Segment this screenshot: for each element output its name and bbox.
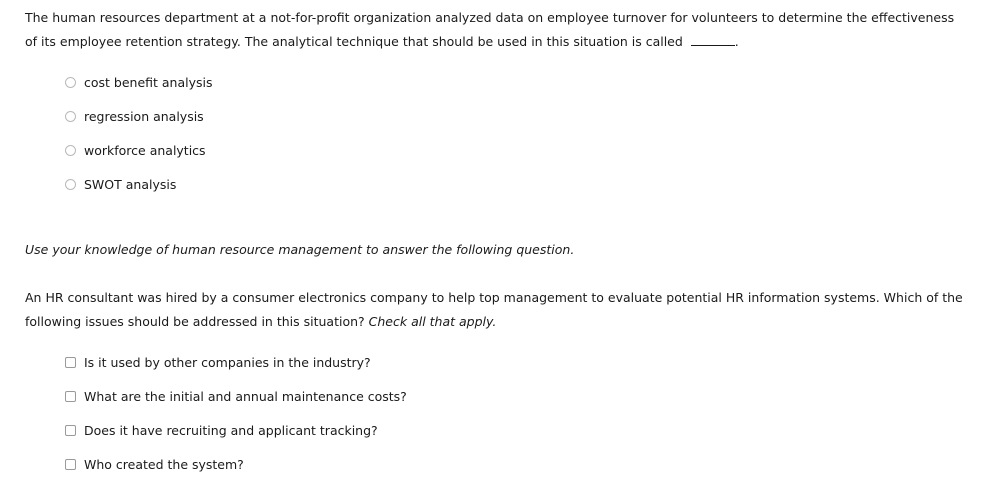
radio-option-cost-benefit[interactable] [65, 74, 213, 108]
radio-option-swot[interactable] [65, 176, 213, 210]
option-label[interactable]: regression analysis [84, 109, 204, 124]
radio-button[interactable] [65, 111, 76, 122]
option-label[interactable]: Is it used by other companies in the industry? [84, 355, 371, 370]
radio-button[interactable] [65, 179, 76, 190]
answer-blank [691, 34, 735, 46]
checkbox-option-creator[interactable] [65, 456, 407, 490]
question-1-options [65, 74, 213, 210]
radio-button[interactable] [65, 77, 76, 88]
question-1-text: The human resources department at a not-for-profit organization analyzed data on employee turnover for volunteers to determine the effectiveness of its employee retention strategy. The analytical technique that should be used in this situation is called [25, 10, 955, 49]
checkbox-option-recruiting[interactable] [65, 422, 407, 456]
question-1-stem [25, 6, 970, 54]
option-label[interactable]: What are the initial and annual maintenance costs? [84, 389, 407, 404]
radio-button[interactable] [65, 145, 76, 156]
checkbox[interactable] [65, 459, 76, 470]
instruction-text: Use your knowledge of human resource management to answer the following question. [25, 242, 575, 257]
question-2-hint: Check all that apply. [368, 314, 497, 329]
radio-option-workforce-analytics[interactable] [65, 142, 213, 176]
checkbox-option-used-by-others[interactable] [65, 354, 407, 388]
option-label[interactable]: SWOT analysis [84, 177, 177, 192]
question-1-stem-end: . [734, 34, 739, 49]
checkbox[interactable] [65, 425, 76, 436]
checkbox[interactable] [65, 357, 76, 368]
checkbox-option-costs[interactable] [65, 388, 407, 422]
question-2-options [65, 354, 407, 490]
checkbox[interactable] [65, 391, 76, 402]
radio-option-regression[interactable] [65, 108, 213, 142]
option-label[interactable]: Who created the system? [84, 457, 244, 472]
question-2-text: An HR consultant was hired by a consumer electronics company to help top management to evaluate potential HR information systems. Which of the following issues should be addressed in this situation? [25, 290, 963, 329]
question-2-stem [25, 286, 970, 334]
option-label[interactable]: Does it have recruiting and applicant tracking? [84, 423, 378, 438]
option-label[interactable]: workforce analytics [84, 143, 206, 158]
option-label[interactable]: cost benefit analysis [84, 75, 213, 90]
